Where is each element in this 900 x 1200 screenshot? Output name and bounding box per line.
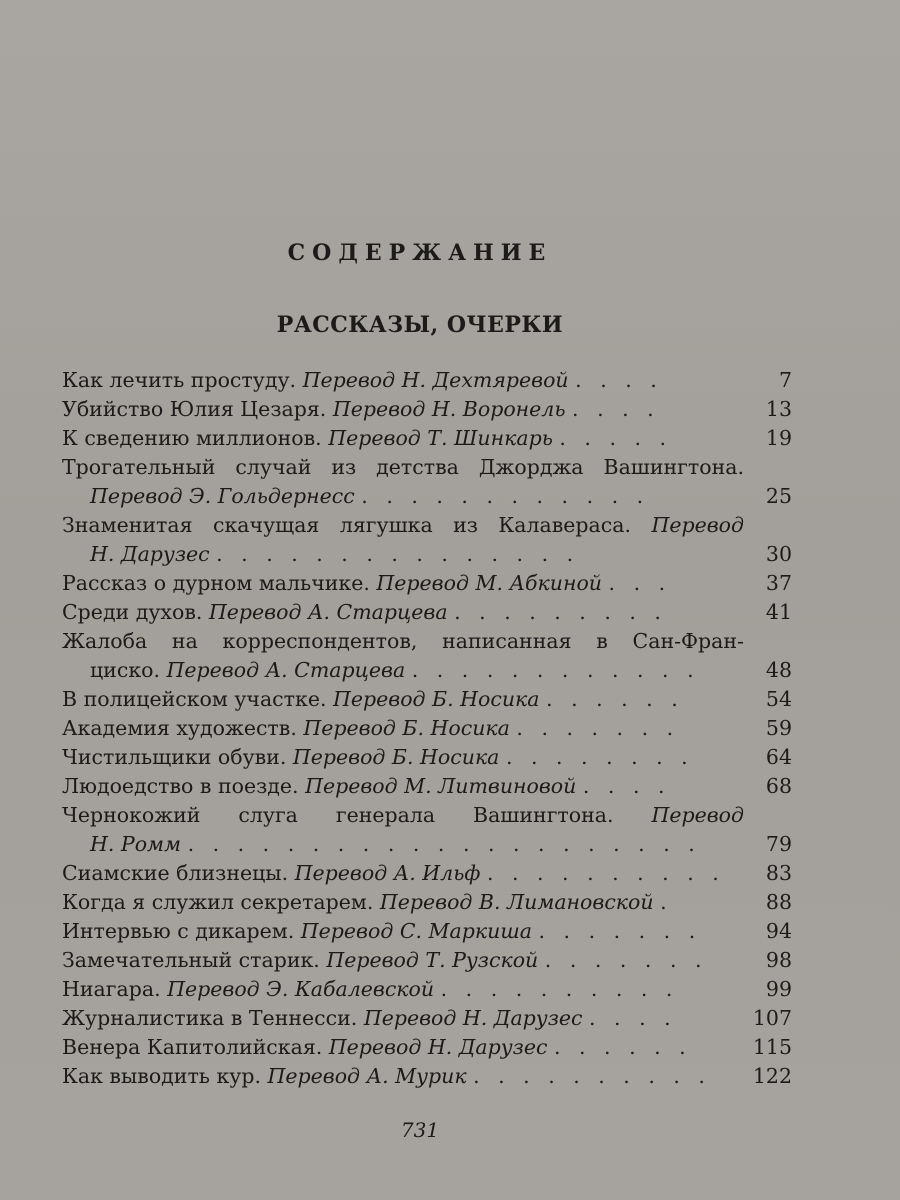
toc-entry-line (62, 714, 744, 743)
translator-credit: Перевод Н. Дарузес (363, 1006, 583, 1030)
story-title: Среди духов. (62, 600, 203, 624)
entry-page-number: 54 (765, 687, 792, 711)
entry-page-number: 88 (765, 890, 792, 914)
entry-page-number: 83 (765, 861, 792, 885)
translator-credit: Перевод (651, 513, 744, 537)
translator-credit: Перевод М. Абкиной (376, 571, 603, 595)
story-title: Знаменитая скачущая лягушка из Калавераса. (62, 513, 631, 537)
story-title: Чернокожий слуга генерала Вашингтона. (62, 803, 614, 827)
translator-credit: Перевод А. Мурик (267, 1064, 467, 1088)
story-title: Замечательный старик. (62, 948, 320, 972)
story-title: Трогательный случай из детства Джорджа Вашингтона. (62, 455, 744, 479)
story-title: Журналистика в Теннесси. (62, 1006, 358, 1030)
toc-entry-line (62, 540, 744, 569)
translator-credit: Перевод Б. Носика (292, 745, 500, 769)
toc-entry-line (62, 830, 744, 859)
story-title: Жалоба на корреспондентов, написанная в Сан-Фран- (62, 629, 744, 653)
toc-entry (62, 1062, 806, 1091)
dot-leader: . . . . (589, 1006, 677, 1030)
toc-entry (62, 946, 806, 975)
story-title: Как лечить простуду. (62, 368, 297, 392)
toc-entry-line (62, 917, 744, 946)
story-title: циско. (90, 658, 160, 682)
dot-leader: . . . (608, 571, 672, 595)
toc-entry (62, 453, 806, 511)
dot-leader: . . . . (572, 397, 660, 421)
dot-leader: . . . . . . . . . . (440, 977, 679, 1001)
entry-page-number: 41 (765, 600, 792, 624)
toc-entry-line (62, 975, 744, 1004)
toc-entry-line (62, 511, 744, 540)
story-title: Академия художеств. (62, 716, 297, 740)
story-title: Интервью с дикарем. (62, 919, 295, 943)
translator-credit: Перевод С. Маркиша (300, 919, 532, 943)
toc-entry-line (62, 685, 744, 714)
dot-leader: . . . . . . (553, 1035, 692, 1059)
toc-entry (62, 598, 806, 627)
entry-page-number: 64 (765, 745, 792, 769)
toc-entry-line (62, 1033, 744, 1062)
toc-entry (62, 859, 806, 888)
translator-credit: Перевод Э. Гольдернесс (90, 484, 355, 508)
translator-credit: Перевод Н. Воронель (332, 397, 566, 421)
dot-leader: . . . . . . . . (505, 745, 694, 769)
toc-entry-line (62, 424, 744, 453)
toc-entry (62, 627, 806, 685)
translator-credit: Перевод М. Литвиновой (305, 774, 577, 798)
toc-entry-line (62, 569, 744, 598)
entry-page-number: 122 (752, 1064, 792, 1088)
toc-entry-line (62, 1004, 744, 1033)
translator-credit: Перевод В. Лимановской (379, 890, 654, 914)
dot-leader: . . . . . . . . . (454, 600, 667, 624)
translator-credit: Перевод Н. Дехтяревой (302, 368, 569, 392)
toc-entry (62, 917, 806, 946)
entry-page-number: 13 (765, 397, 792, 421)
dot-leader: . . . . . . . (538, 919, 702, 943)
dot-leader: . . . . . . . . . . . . . . . (216, 542, 580, 566)
translator-credit: Перевод А. Ильф (294, 861, 481, 885)
toc-entry-line (62, 395, 744, 424)
toc-entry-line (62, 1062, 744, 1091)
entry-page-number: 94 (765, 919, 792, 943)
toc-entry (62, 1004, 806, 1033)
entry-page-number: 59 (765, 716, 792, 740)
dot-leader: . . . . . . . . . . (486, 861, 725, 885)
entry-page-number: 25 (765, 484, 792, 508)
toc-entry-line (62, 453, 744, 482)
toc-entry (62, 395, 806, 424)
toc-entry (62, 801, 806, 859)
entry-page-number: 30 (765, 542, 792, 566)
story-title: Сиамские близнецы. (62, 861, 289, 885)
entry-page-number: 79 (765, 832, 792, 856)
translator-credit: Перевод Н. Дарузес (328, 1035, 548, 1059)
dot-leader: . . . . . . . (516, 716, 680, 740)
entry-page-number: 37 (765, 571, 792, 595)
story-title: В полицейском участке. (62, 687, 327, 711)
toc-entry-line (62, 627, 744, 656)
story-title: Ниагара. (62, 977, 161, 1001)
translator-credit: Перевод Э. Кабалевской (167, 977, 435, 1001)
translator-credit: Н. Дарузес (90, 542, 210, 566)
dot-leader: . . . . . . . (544, 948, 708, 972)
translator-credit: Перевод А. Старцева (208, 600, 448, 624)
toc-entry-line (62, 366, 744, 395)
dot-leader: . . . . (582, 774, 671, 798)
toc-entry-line (62, 482, 744, 511)
story-title: Когда я служил секретарем. (62, 890, 374, 914)
toc-entry-line (62, 743, 744, 772)
toc-entry (62, 714, 806, 743)
toc-entry (62, 888, 806, 917)
toc-entry-line (62, 772, 744, 801)
toc-entry (62, 685, 806, 714)
contents-heading: СОДЕРЖАНИЕ (287, 240, 553, 266)
story-title: Людоедство в поезде. (62, 774, 299, 798)
toc-entry (62, 975, 806, 1004)
toc-entry (62, 366, 806, 395)
translator-credit: Перевод Т. Шинкарь (328, 426, 553, 450)
entry-page-number: 7 (778, 368, 792, 392)
story-title: Рассказ о дурном мальчике. (62, 571, 370, 595)
entry-page-number: 68 (765, 774, 792, 798)
toc-entry (62, 772, 806, 801)
toc-entry-line (62, 801, 744, 830)
toc-entry-line (62, 598, 744, 627)
dot-leader: . . . . . . (546, 687, 684, 711)
toc-entry (62, 743, 806, 772)
dot-leader: . . . . . . . . . . . . (361, 484, 650, 508)
toc-entry-line (62, 888, 744, 917)
story-title: Чистильщики обуви. (62, 745, 287, 769)
dot-leader: . . . . (575, 368, 663, 392)
translator-credit: Перевод А. Старцева (166, 658, 406, 682)
story-title: К сведению миллионов. (62, 426, 322, 450)
translator-credit: Н. Ромм (90, 832, 182, 856)
translator-credit: Перевод Б. Носика (333, 687, 540, 711)
toc-entry (62, 424, 806, 453)
toc-entry-line (62, 859, 744, 888)
story-title: Убийство Юлия Цезаря. (62, 397, 327, 421)
section-heading: РАССКАЗЫ, ОЧЕРКИ (276, 312, 564, 338)
toc-entry (62, 1033, 806, 1062)
table-of-contents (62, 366, 806, 1091)
page-number-footer: 731 (400, 1118, 440, 1142)
dot-leader: . (660, 890, 673, 914)
dot-leader: . . . . . . . . . . . . (411, 658, 700, 682)
entry-page-number: 48 (765, 658, 792, 682)
entry-page-number: 115 (752, 1035, 792, 1059)
translator-credit: Перевод (651, 803, 744, 827)
translator-credit: Перевод Т. Рузской (326, 948, 539, 972)
entry-page-number: 99 (765, 977, 792, 1001)
toc-entry-line (62, 656, 744, 685)
toc-entry-line (62, 946, 744, 975)
entry-page-number: 19 (765, 426, 792, 450)
toc-entry (62, 511, 806, 569)
story-title: Венера Капитолийская. (62, 1035, 323, 1059)
entry-page-number: 98 (765, 948, 792, 972)
translator-credit: Перевод Б. Носика (303, 716, 510, 740)
dot-leader: . . . . . . . . . . . . . . . . . . . . . (187, 832, 701, 856)
story-title: Как выводить кур. (62, 1064, 261, 1088)
entry-page-number: 107 (752, 1006, 792, 1030)
toc-entry (62, 569, 806, 598)
dot-leader: . . . . . (559, 426, 673, 450)
dot-leader: . . . . . . . . . . (473, 1064, 711, 1088)
